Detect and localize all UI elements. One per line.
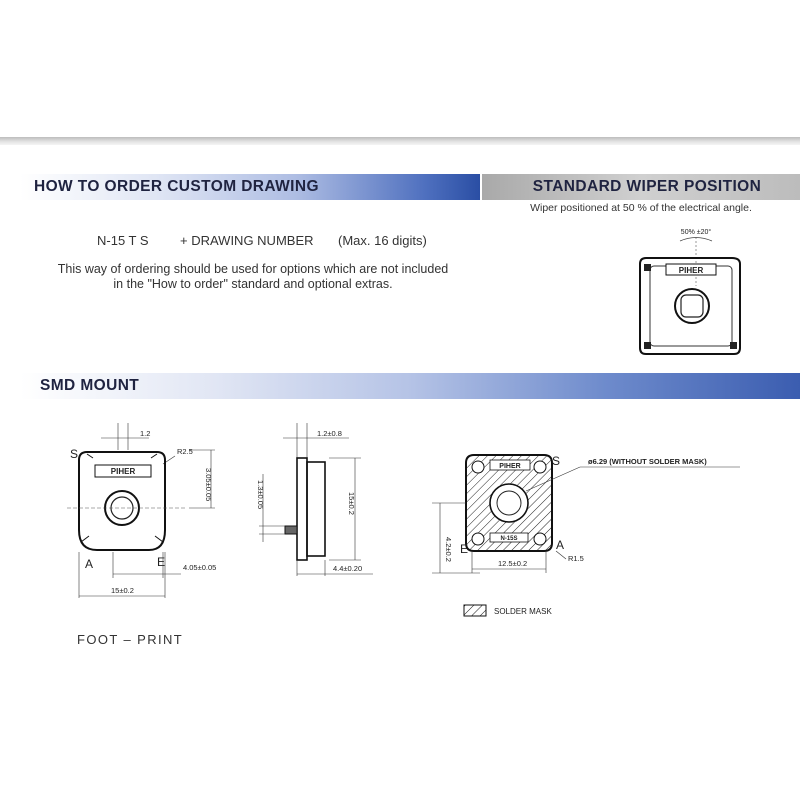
wiper-corner-pad-tl — [644, 264, 651, 271]
footprint-dim-width: 12.5±0.2 — [498, 559, 528, 568]
smd-footprint-view-drawing — [430, 445, 760, 625]
footprint-pad-tl — [472, 461, 484, 473]
front-dim-pins: 4.05±0.05 — [183, 563, 217, 572]
order-section-header: HOW TO ORDER CUSTOM DRAWING — [20, 174, 480, 200]
order-description-line1: This way of ordering should be used for options which are not included — [57, 262, 449, 276]
wiper-angle-label: 50% ±20° — [680, 229, 712, 236]
footprint-radius-leader — [556, 551, 566, 559]
footprint-label-s: S — [552, 454, 561, 468]
order-description — [30, 262, 476, 292]
front-dim-radius: R2.5 — [177, 447, 193, 456]
front-logo-text: PIHER — [110, 467, 136, 476]
front-dim-width: 15±0.2 — [111, 586, 134, 595]
front-dim-top: 1.2 — [140, 429, 151, 438]
order-max-digits: (Max. 16 digits) — [338, 233, 427, 248]
top-divider — [0, 137, 800, 145]
wiper-note: Wiper positioned at 50 % of the electrical angle. — [530, 202, 752, 214]
side-dim-top: 1.2±0.8 — [317, 429, 342, 438]
side-dim-depth: 4.4±0.20 — [333, 564, 363, 573]
wiper-rotor-outer — [675, 289, 709, 323]
solder-mask-legend-swatch — [464, 605, 486, 616]
footprint-model-text: N-15S — [500, 536, 518, 542]
footprint-logo-text: PIHER — [499, 463, 521, 470]
footprint-center-hole — [490, 484, 528, 522]
footprint-pad-br — [534, 533, 546, 545]
front-dim-height: 3.05±0.05 — [204, 468, 213, 502]
footprint-label-e: E — [460, 542, 469, 556]
footprint-caption: FOOT – PRINT — [77, 632, 184, 647]
wiper-position-drawing — [630, 222, 750, 362]
smd-section-header: SMD MOUNT — [20, 373, 800, 399]
wiper-logo-text: PIHER — [678, 266, 704, 275]
footprint-dim-hole: ø6.29 (WITHOUT SOLDER MASK) — [588, 457, 707, 466]
order-description-line2: in the "How to order" standard and optional extras. — [113, 277, 393, 291]
side-dim-height: 15±0.2 — [347, 492, 356, 515]
solder-mask-legend-label: SOLDER MASK — [494, 607, 552, 616]
front-label-e: E — [157, 555, 166, 569]
footprint-pad-bl — [472, 533, 484, 545]
footprint-dim-radius: R1.5 — [568, 554, 584, 563]
side-dim-pin: 1.3±0.05 — [256, 480, 265, 510]
smd-front-view-drawing — [65, 420, 245, 605]
footprint-dim-height: 4.2±0.2 — [444, 537, 453, 562]
footprint-label-a: A — [556, 538, 565, 552]
order-code: N-15 T S — [97, 233, 149, 248]
wiper-corner-pad-bl — [644, 342, 651, 349]
wiper-corner-pad-br — [730, 342, 737, 349]
side-body — [307, 462, 325, 556]
footprint-pad-tr — [534, 461, 546, 473]
side-pin — [285, 526, 297, 534]
smd-side-view-drawing — [245, 420, 385, 585]
order-plus-drawing: + DRAWING NUMBER — [180, 233, 314, 248]
wiper-section-header: STANDARD WIPER POSITION — [482, 174, 800, 200]
front-label-a: A — [85, 557, 94, 571]
front-label-s: S — [70, 447, 79, 461]
wiper-body-inner — [650, 266, 732, 346]
wiper-rotor-slot — [681, 295, 703, 317]
side-shaft-plate — [297, 458, 307, 560]
